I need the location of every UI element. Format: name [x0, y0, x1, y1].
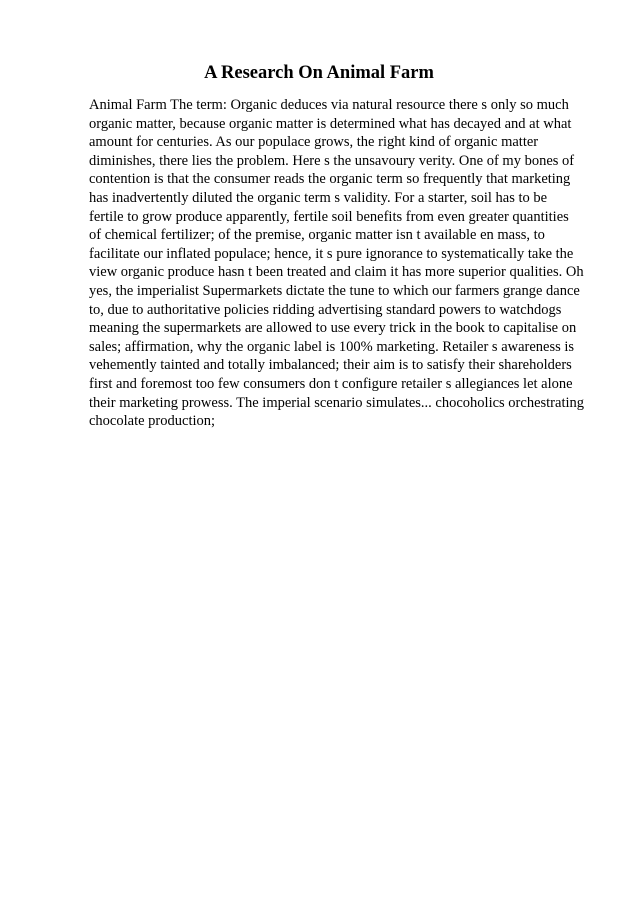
body-line: to, due to authoritative policies ridding advertising standard powers to watchdogs: [89, 301, 562, 318]
body-line: sales; affirmation, why the organic label is 100% marketing. Retailer s awareness is: [89, 338, 575, 355]
body-line: organic matter, because organic matter is determined what has decayed and at what: [89, 115, 572, 132]
body-line: view organic produce hasn t been treated and claim it has more superior qualities. Oh: [89, 264, 584, 281]
document-body: [89, 96, 595, 431]
body-line: meaning the supermarkets are allowed to use every trick in the book to capitalise on: [89, 320, 577, 337]
body-line: Animal Farm The term: Organic deduces via natural resource there s only so much: [89, 97, 569, 113]
body-line: facilitate our inflated populace; hence, it s pure ignorance to systematically take the: [89, 245, 574, 262]
body-line: has inadvertently diluted the organic term s validity. For a starter, soil has to be: [89, 189, 548, 206]
body-line: diminishes, there lies the problem. Here s the unsavoury verity. One of my bones of: [89, 152, 575, 169]
body-line: amount for centuries. As our populace grows, the right kind of organic matter: [89, 134, 539, 151]
body-line: chocolate production;: [89, 413, 216, 430]
body-line: fertile to grow produce apparently, fertile soil benefits from even greater quantities: [89, 208, 569, 225]
body-line: of chemical fertilizer; of the premise, organic matter isn t available en mass, to: [89, 227, 545, 244]
body-line: contention is that the consumer reads the organic term so frequently that marketing: [89, 171, 571, 188]
body-line: first and foremost too few consumers don t configure retailer s allegiances let alone: [89, 375, 573, 392]
document-title: A Research On Animal Farm: [204, 63, 434, 83]
body-line: vehemently tainted and totally imbalanced; their aim is to satisfy their shareholders: [89, 357, 572, 374]
body-line: yes, the imperialist Supermarkets dictate the tune to which our farmers grange dance: [89, 282, 580, 299]
body-line: their marketing prowess. The imperial scenario simulates... chocoholics orchestrating: [89, 394, 585, 411]
